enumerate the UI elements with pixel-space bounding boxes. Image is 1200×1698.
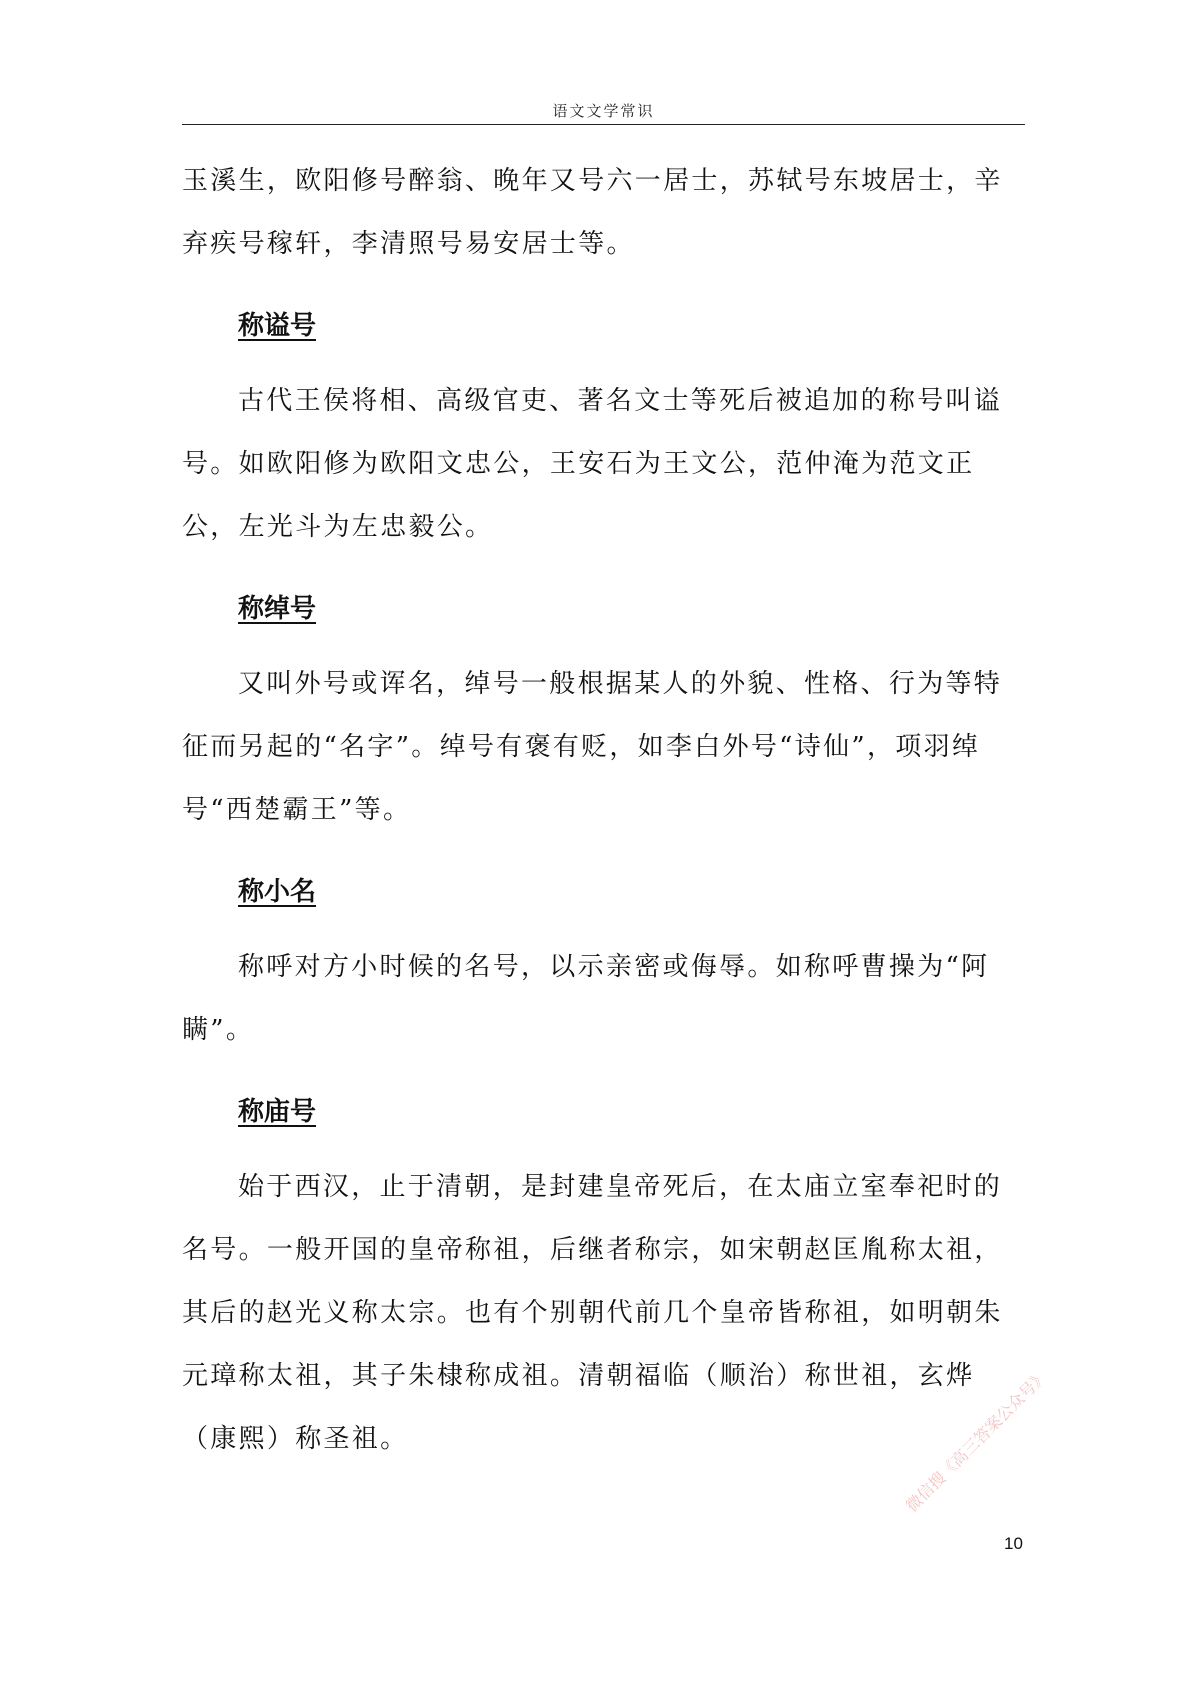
heading-chuohao: 称绰号: [238, 594, 317, 624]
heading-shihao: 称谥号: [238, 311, 317, 341]
page-header-title: 语文文学常识: [552, 102, 655, 120]
paragraph-chuohao: 又叫外号或诨名，绰号一般根据某人的外貌、性格、行为等特征而另起的“名字”。绰号有褒有贬，如李白外号“诗仙”，项羽绰号“西楚霸王”等。: [182, 669, 1003, 825]
watermark-text: 微信搜《高三答案公众号》: [902, 1366, 1052, 1516]
page-number: 10: [1004, 1534, 1023, 1553]
paragraph-miaohao: 始于西汉，止于清朝，是封建皇帝死后，在太庙立室奉祀时的名号。一般开国的皇帝称祖，后继者称宗，如宋朝赵匡胤称太祖，其后的赵光义称太宗。也有个别朝代前几个皇帝皆称祖，如明朝朱元璋称太祖，其子朱棣称成祖。清朝福临（顺治）称世祖，玄烨（康熙）称圣祖。: [182, 1172, 1003, 1454]
heading-miaohao: 称庙号: [238, 1097, 317, 1127]
paragraph-xiaoming: 称呼对方小时候的名号，以示亲密或侮辱。如称呼曹操为“阿瞒”。: [182, 952, 990, 1045]
heading-xiaoming: 称小名: [238, 877, 317, 907]
paragraph-shihao: 古代王侯将相、高级官吏、著名文士等死后被追加的称号叫谥号。如欧阳修为欧阳文忠公，王安石为王文公，范仲淹为范文正公，左光斗为左忠毅公。: [182, 386, 1003, 542]
document-body: [182, 150, 1025, 1471]
header-divider: [182, 124, 1025, 125]
intro-paragraph: 玉溪生，欧阳修号醉翁、晚年又号六一居士，苏轼号东坡居士，辛弃疾号稼轩，李清照号易安居士等。: [182, 166, 1003, 259]
